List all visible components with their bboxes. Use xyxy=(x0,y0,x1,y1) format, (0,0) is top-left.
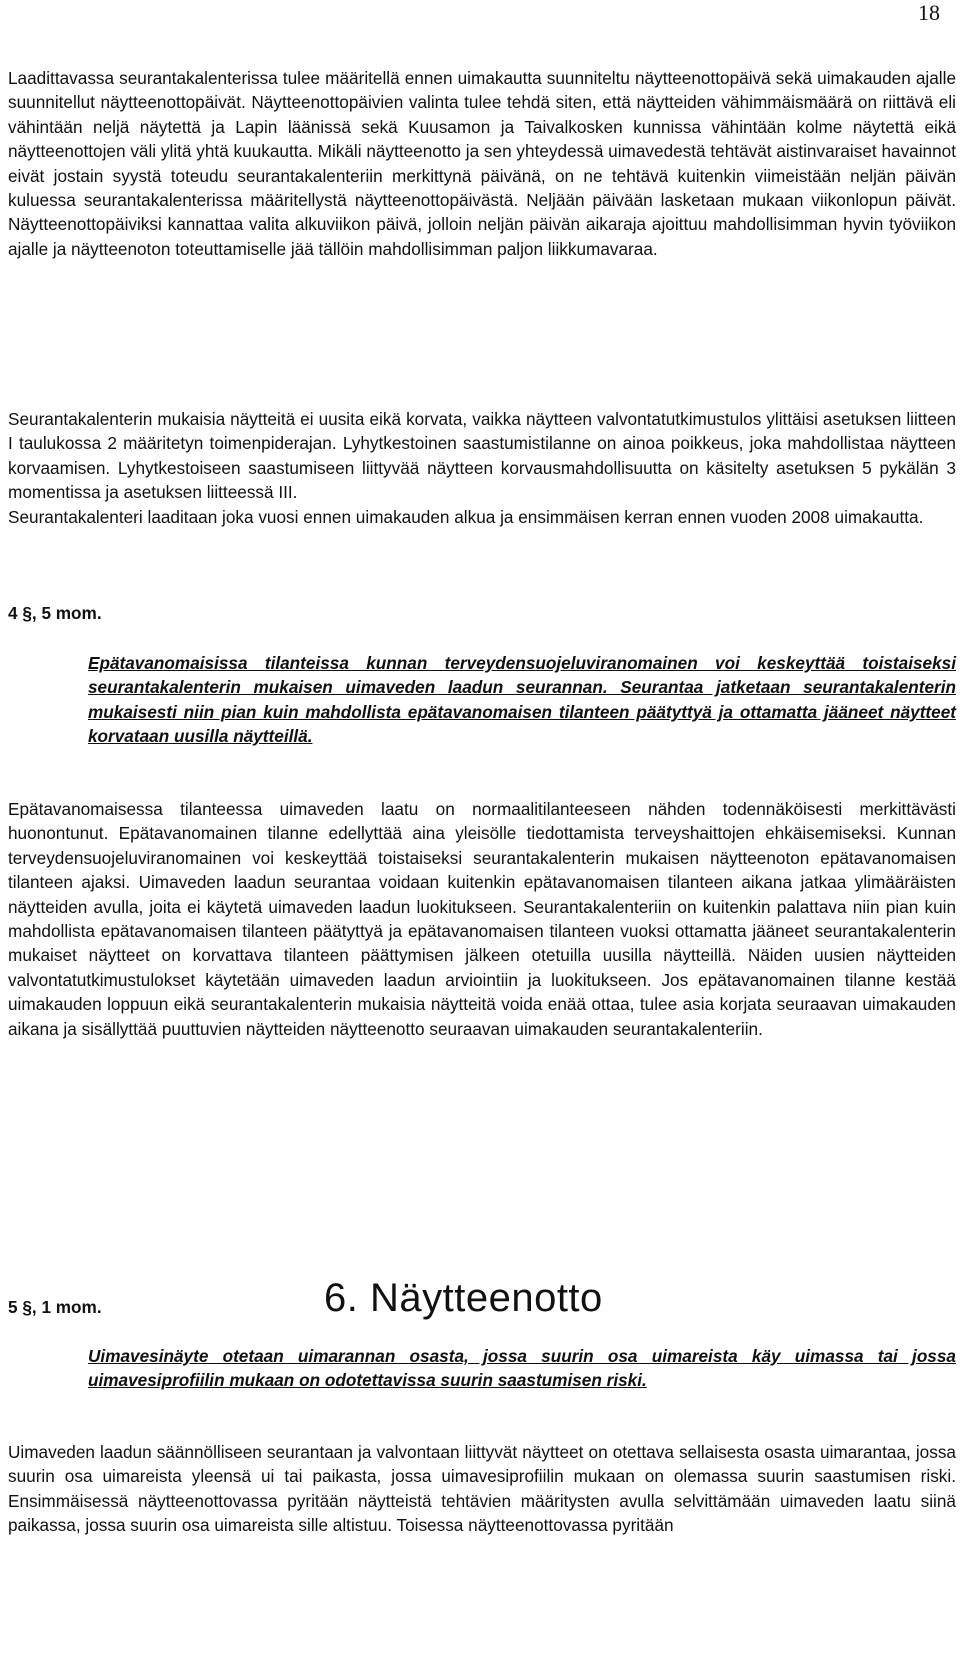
page-number: 18 xyxy=(918,0,940,25)
paragraph-no-replacement: Seurantakalenterin mukaisia näytteitä ei uusita eikä korvata, vaikka näytteen valvontatutkimustulos ylittäisi asetuksen liitteen I taulukossa 2 määritetyn toimenpiderajan. Lyhytkestoinen saastumistilanne on ainoa poikkeus, joka mahdollistaa näytteen korvaamisen. Lyhytkestoiseen saastumiseen liittyvää näytteen korvausmahdollisuutta on käsitelty asetuksen 5 pykälän 3 momentissa ja asetuksen liitteessä III. xyxy=(8,409,956,503)
section-ref-4-5: 4 §, 5 mom. xyxy=(8,603,102,623)
section-title: 6. Näytteenotto xyxy=(324,1276,603,1320)
paragraph-exceptional-situation: Epätavanomaisessa tilanteessa uimaveden laatu on normaalitilanteeseen nähden todennäköisesti merkittävästi huonontunut. Epätavanomainen tilanne edellyttää aina yleisölle tiedottamista terveyshaittojen ehkäisemiseksi. Kunnan terveydensuojeluviranomainen voi keskeyttää toistaiseksi seurantakalenterin mukaisen näytteenoton epätavanomaisen tilanteen ajaksi. Uimaveden laadun seurantaa voidaan kuitenkin epätavanomaisen tilanteen aikana jatkaa ylimääräisten näytteiden avulla, joita ei käytetä uimaveden laadun luokitukseen. Seurantakalenteriin on kuitenkin palattava niin pian kuin mahdollista epätavanomaisen tilanteen päätyttyä ja epätavanomaisen tilanteen vuoksi ottamatta jääneet seurantakalenterin mukaiset näytteet on korvattava tilanteen päättymisen jälkeen otetuilla uusilla näytteillä. Näiden uusien näytteiden valvontatutkimustulokset käytetään uimaveden laadun arviointiin ja luokitukseen. Jos epätavanomainen tilanne kestää uimakauden loppuun eikä seurantakalenterin mukaisia näytteitä voida enää ottaa, tulee asia korjata seuraavan uimakauden aikana ja sisällyttää puuttuvien näytteiden näytteenotto seuraavan uimakauden seurantakalenteriin. xyxy=(8,799,956,1039)
section-ref-5-1: 5 §, 1 mom. xyxy=(8,1297,102,1317)
law-text-4-5: Epätavanomaisissa tilanteissa kunnan terveydensuojeluviranomainen voi keskeyttää toistaiseksi seurantakalenterin mukaisen uimaveden laadun seurannan. Seurantaa jatketaan seurantakalenterin mukaisesti niin pian kuin mahdollista epätavanomaisen tilanteen päätyttyä ja ottamatta jääneet näytteet korvataan uusilla näytteillä. xyxy=(88,653,956,747)
paragraph-sampling-location: Uimaveden laadun säännölliseen seurantaan ja valvontaan liittyvät näytteet on otettava sellaisesta osasta uimarantaa, jossa suurin osa uimareista yleensä ui tai paikasta, jossa uimavesiprofiilin mukaan on olemassa suurin saastumisen riski. Ensimmäisessä näytteenottovassa pyritään näytteistä tehtävien määritysten avulla selvittämään uimaveden laatu siinä paikassa, jossa suurin osa uimareista sille altistuu. Toisessa näytteenottovassa pyritään xyxy=(8,1442,956,1536)
law-text-5-1: Uimavesinäyte otetaan uimarannan osasta, jossa suurin osa uimareista käy uimassa tai jossa uimavesiprofiilin mukaan on odotettavissa suurin saastumisen riski. xyxy=(88,1346,956,1391)
paragraph-monitoring-calendar: Laadittavassa seurantakalenterissa tulee määritellä ennen uimakautta suunniteltu näytteenottopäivä sekä uimakauden ajalle suunnitellut näytteenottopäivät. Näytteenottopäivien valinta tulee tehdä siten, että näytteiden vähimmäismäärä on riittävä eli vähintään neljä näytettä ja Lapin läänissä sekä Kuusamon ja Taivalkosken kunnissa vähintään kolme näytettä eikä näytteenottojen väli ylitä yhtä kuukautta. Mikäli näytteenotto ja sen yhteydessä uimavedestä tehtävät aistinvaraiset havainnot eivät jostain syystä toteudu seurantakalenteriin merkittynä päivänä, on ne tehtävä kuitenkin viimeistään neljän päivän kuluessa seurantakalenterissa määritellystä näytteenottopäivästä. Neljään päivään lasketaan mukaan viikonlopun päivät. Näytteenottopäiviksi kannattaa valita alkuviikon päivä, jolloin neljän päivän aikaraja ajoittuu mahdollisimman hyvin työviikon ajalle ja näytteenoton toteuttamiselle jää tällöin mahdollisimman paljon liikkumavaraa. xyxy=(8,68,956,259)
paragraph-calendar-yearly: Seurantakalenteri laaditaan joka vuosi ennen uimakauden alkua ja ensimmäisen kerran ennen vuoden 2008 uimakautta. xyxy=(8,507,924,527)
